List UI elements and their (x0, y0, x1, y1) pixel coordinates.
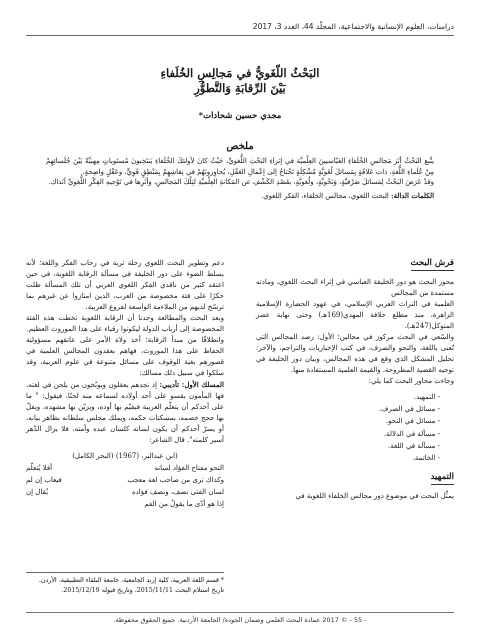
left-column (26, 258, 224, 514)
verse-row (26, 474, 224, 486)
abstract-paragraph-2: وقدْ عَرَضَ البَحْثُ لِمَسائلَ صَرْفيَّةٍ، وَنَحْويَّةٍ، ولُغويَّةٍ، بقَصْدِ الكَشْفِ عن المَكانةِ العِلْميَّةِ لتِلْكَ المَجالسِ، وأثَرِها في تَوْجيهِ الفِكْرِ اللُّغويِّ آنَذاك. (48, 178, 434, 186)
keywords-text: البحث اللغوي، مجالس الخلفاء، الفكر اللغوي. (261, 191, 389, 200)
right-column (256, 258, 454, 502)
right-paragraph-4: وجاءت محاور البحث كما يلي: (368, 377, 454, 385)
left-paragraph-2: وبعد البحث والمطالعة وجدنا أن الرقابة اللغوية تخطت هذه الفئة المخصوصة إلى أرباب الدولة ليكونوا رقباء على هذا الموروث العظيم. (26, 314, 224, 333)
abstract-block (46, 156, 434, 201)
title-line-2: بَيْنَ الرِّقابَةِ وَالتَّطوُّرِ (194, 81, 286, 95)
author-footnote: * قسم اللغة العربية، كلية إربد الجامعية، جامعة البلقاء التطبيقية، الأردن. تاريخ استلام البحث 2015/11/11، وتاريخ قبوله 2015/12/19. (26, 572, 224, 595)
left-paragraph-4 (26, 379, 224, 446)
left-paragraph-1: دعم وتطوير البحث اللغوي رحلة ثرية في رحاب الفكر واللغة؛ لأنه يسلط الضوء على دور الخليفة في مسألة الرقابة اللغوية، في حين اعتقد كثير من ناقدي الفكر اللغوي العربي أن تلك المسألة ظلت حكرًا على فئة مخصوصة من العرب، الذين امتازوا عن غيرهم بما ترسّخ لديهم من الملاءمة الواسعة لفروع العربية. (26, 259, 224, 311)
verse-hemistich: لسان الفتى نصف، ونصف فؤاده (132, 488, 224, 496)
list-item: - مسائل في النحو. (256, 415, 440, 427)
list-item: - مسائل في الصرف. (256, 403, 440, 415)
right-paragraph-2: العلمية في التراث العربي الإسلامي، في عهود الحضارة الإسلامية الزاهرة، منذ مطلع خلافة المهدي(169هـ) وحتى نهاية عصر المتوكل(247هـ). (256, 300, 454, 330)
preface-heading: التمهيد (431, 472, 454, 485)
verse-hemistich: يُقال إن (26, 488, 49, 496)
first-path-label: المسلك الأول: تأديبي: (159, 380, 224, 389)
author-name: مجدي حسين شحادات* (198, 111, 282, 121)
abstract-heading: ملخص (226, 141, 254, 152)
first-path-text: إذ نجدهم يعقلون ويوبّخون من يلحن في لغته، فها المأمون يقسو على أحد أولاده لسماعه منه لحنًا، فيقول: " ما على أحدكم أن يتعلّم العربية فيقيّم بها أوده، ويزيّن بها مشهده، ويفلّ بها حجج خصمه، بمسكتات حكمه، ويملك مجلس سلطانه بظاهر بيانه، أو يسرّ أحدكم أن يكون لسانه كلسان عبده وأمته، فلا يزال الدّهر أسير كلمته". قال الشاعر: (26, 381, 224, 444)
page-footer: - 55 - © 2017 عمادة البحث العلمي وضمان الجودة/ الجامعة الأردنية. جميع الحقوق محفوظة. (26, 612, 454, 624)
verse-hemistich: النحو مفتاح الفؤاد لسانه (154, 464, 224, 472)
poem-source: (ابن عبدالبر، (1967) (البحر الكامل) (72, 452, 178, 460)
list-item: - مسألة في اللغة. (256, 440, 440, 452)
journal-header (26, 22, 454, 36)
keywords-line (46, 191, 434, 202)
left-paragraph-3: وانطلاقًا من مبدأ الرقابة؛ أخذ ولاة الأمر على عاتقهم مسؤولية الحفاظ على هذا الموروث، فهاهم يعقدون المجالس العلمية في قصورهم بغية الوقوف على مسائل متنوعة في علوم العربية، وقد سلكوا في سبيل ذلك مسالك: (26, 336, 224, 377)
right-paragraph-1: محور البحث هو دور الخليفة العباسي في إثراء البحث اللغوي، ومادته مستمدة من المجالس (256, 278, 454, 297)
article-title (60, 66, 420, 96)
verse-row (26, 462, 224, 474)
verse-hemistich: وكذاك ترى من صاحب لغة معجب (127, 476, 224, 484)
verse-row (26, 498, 224, 510)
verse-hemistich: إذا هو أدّى ما يقولُ من الفم (144, 500, 224, 508)
title-line-1: البَحْثُ اللّغَويُّ في مَجالِسِ الخُلَفاءِ (160, 66, 320, 80)
list-item: - مسألة في الدلالة. (256, 428, 440, 440)
poem-block (26, 450, 224, 510)
verse-row (26, 486, 224, 498)
right-paragraph-5: يمثِّل البحث في موضوع دور مجالس الخلفاء اللغوية في (295, 492, 454, 501)
keywords-label: الكلمات الدالة: (391, 191, 434, 200)
list-item: - الخاتمة. (256, 452, 440, 464)
verse-hemistich: أفلا يُتعلّم (26, 464, 53, 472)
right-paragraph-3: والسّعي في البحث مركوز في مجالين؛ الأول: رصد المجالس التي تُعنى باللغة، والنحو والصرف، في كتب الإخباريات والتراجم، والآخر: تحليل المشكل الذي وقع في هذه المجالس، وبيان دور الخليفة في توجيه القضية المطروحة، والقيمة العلمية المستفادة منها. (256, 333, 454, 374)
research-axes-list (256, 391, 454, 464)
journal-info: دراسات، العلوم الإنسانية والاجتماعية، المجلّد 44، العدد 3، 2017 (252, 22, 454, 31)
list-item: - التمهيد. (256, 391, 440, 403)
abstract-paragraph-1: يتَّبع البَحْثُ أثَرَ مَجالسِ الخُلَفاءِ العَبّاسيينَ العِلْميَّة في إثراءِ البَحْثِ اللُّغويِّ، حَيْثُ كانَ لأولئكَ الخُلَفاءِ يَنتَخِبونَ مُستَوياتٍ مِهنيَّةً بَيْنَ جُلَسائِهِمْ مِنْ عُلَماءِ اللُّغةِ، ذات عَلاقَةٍ بِمَسائلَ لُغَويَّةٍ مُشْكِلَةٍ تَحْتاجُ إلى إعْمالِ العَقْلِ، يُحاوِرونَهُمْ في نِقاشِهِمْ بِمَنْطِقٍ قَوِيٍّ، وعَقْلٍ واضِحةٍ. (46, 157, 434, 176)
verse-hemistich: فيعاب إن لم (26, 476, 62, 484)
intro-heading: فرش البحث (411, 258, 454, 271)
